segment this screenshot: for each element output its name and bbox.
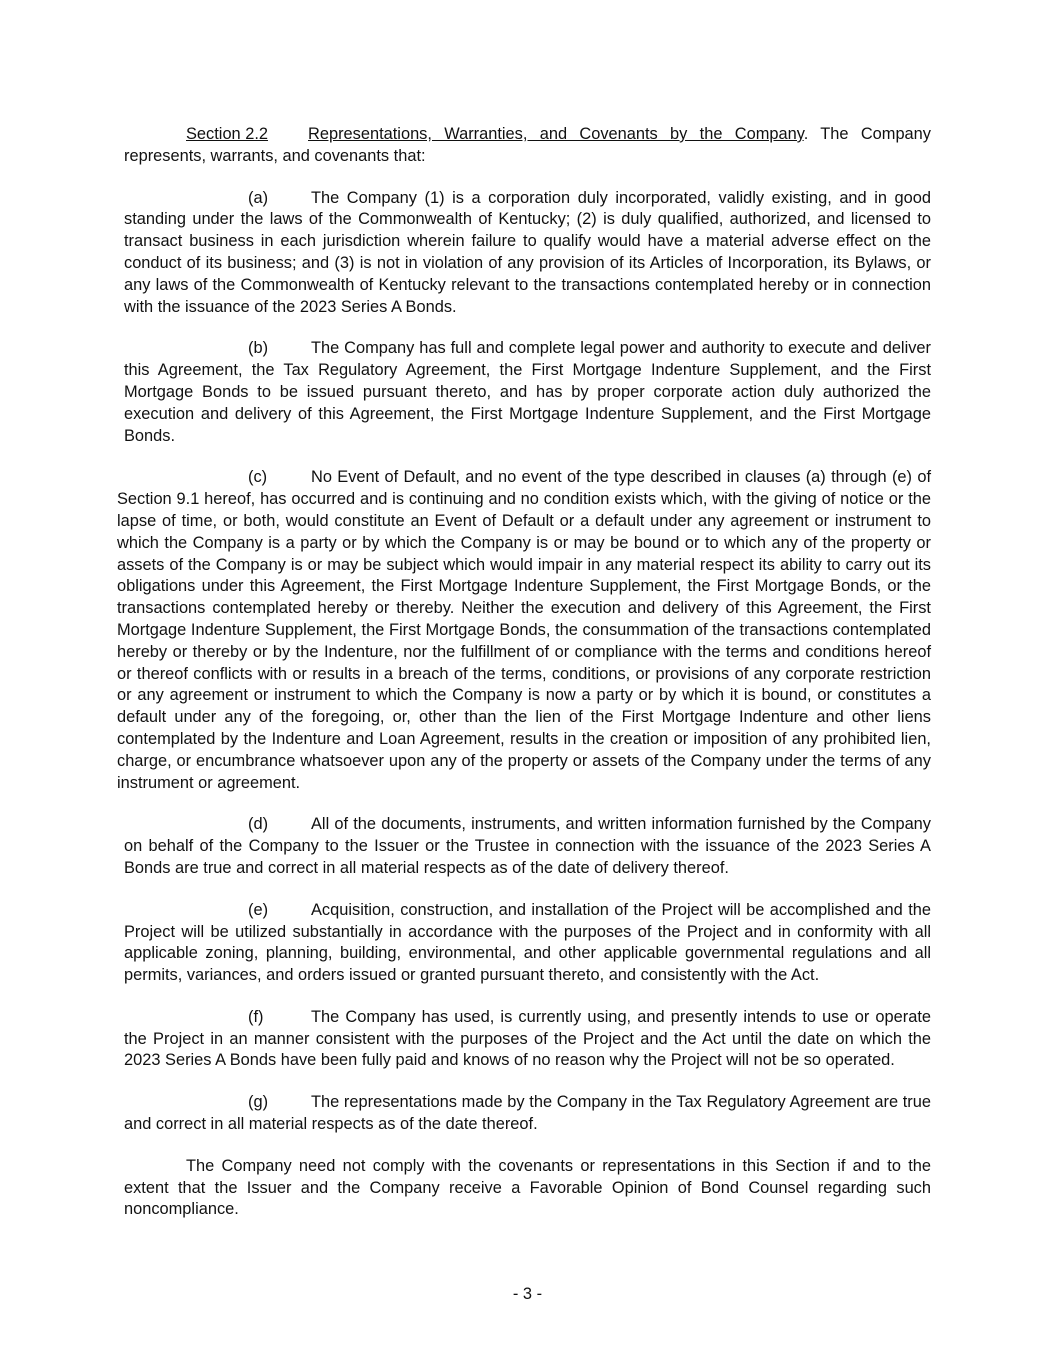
section-intro-lead: . The Company — [803, 125, 931, 143]
page-number: - 3 - — [512, 1285, 543, 1303]
clause-text: No Event of Default, and no event of the type described in clauses (a) through (e) of Section 9.1 hereof, has occurred and is continuing and no condition exists which, with the giving of notice or the lapse of time, or both, would constitute an Event of Default or a default under any agreement or instrument to which the Company is a party or by which the Company is or may be bound or to which any of the property or assets of the Company is or may be subject which would impair in any material respect its ability to carry out its obligations under this Agreement, the First Mortgage Indenture Supplement, the First Mortgage Bonds, or the transactions contemplated hereby or thereby. Neither the execution and delivery of this Agreement, the First Mortgage Indenture Supplement, the First Mortgage Bonds, the consummation of the transactions contemplated hereby or thereby or by the Indenture, nor the fulfillment of or compliance with the terms and conditions hereof or thereof conflicts with or results in a breach of the terms, conditions, or provisions of any corporate restriction or any agreement or instrument to which the Company is now a party or by which it is bound, or constitutes a default under any of the foregoing, or, other than the lien of the First Mortgage Indenture and other liens contemplated by the Indenture and Loan Agreement, results in the creation or imposition of any prohibited lien, charge, or encumbrance whatsoever upon any of the property or assets of the Company under the terms of any instrument or agreement. — [117, 468, 931, 792]
clause-f — [124, 1007, 931, 1072]
clause-g — [124, 1092, 931, 1136]
clause-a — [124, 188, 931, 319]
clause-label: (a) — [248, 188, 269, 207]
clause-d — [124, 814, 931, 879]
section-number: Section 2.2 — [186, 125, 269, 143]
section-heading-paragraph — [124, 124, 931, 168]
clause-label: (g) — [248, 1093, 269, 1112]
clause-b — [124, 338, 931, 447]
clause-text: The Company (1) is a corporation duly incorporated, validly existing, and in good standing under the laws of the Commonwealth of Kentucky; (2) is duly qualified, authorized, and licensed to transact business in each jurisdiction wherein failure to qualify would have a material adverse effect on the conduct of its business; and (3) is not in violation of any provision of its Articles of Incorporation, its Bylaws, or any laws of the Commonwealth of Kentucky relevant to the transactions contemplated hereby or in connection with the issuance of the 2023 Series A Bonds. — [124, 188, 931, 316]
closing-text: The Company need not comply with the covenants or representations in this Section if and to the extent that the Issuer and the Company receive a Favorable Opinion of Bond Counsel regarding such noncompliance. — [124, 1156, 931, 1219]
clause-label: (e) — [248, 900, 269, 919]
clause-label: (f) — [248, 1007, 264, 1026]
page-body — [117, 124, 931, 1241]
clause-text: Acquisition, construction, and installation of the Project will be accomplished and the Project will be utilized substantially in accordance with the purposes of the Project and in conformity with all applicable zoning, planning, building, environmental, and other applicable governmental regulations and all permits, variances, and orders issued or granted pursuant thereto, and consistently with the Act. — [124, 900, 931, 985]
clause-text: The Company has full and complete legal power and authority to execute and deliver this Agreement, the Tax Regulatory Agreement, the First Mortgage Indenture Supplement, and the First Mortgage Bonds to be issued pursuant thereto, and has by proper corporate action duly authorized the execution and delivery of this Agreement, the First Mortgage Indenture Supplement, and the First Mortgage Bonds. — [124, 339, 931, 445]
clause-c — [117, 467, 931, 794]
clause-text: The representations made by the Company in the Tax Regulatory Agreement are true and correct in all material respects as of the date thereof. — [124, 1093, 931, 1134]
clause-label: (c) — [248, 468, 268, 487]
section-intro-rest: represents, warrants, and covenants that: — [124, 146, 426, 165]
clause-e — [124, 900, 931, 987]
clause-text: The Company has used, is currently using, and presently intends to use or operate the Project in an manner consistent with the purposes of the Project and the Act until the date on which the 2023 Series A Bonds have been fully paid and knows of no reason why the Project will not be so operated. — [124, 1007, 931, 1070]
section-title: Representations, Warranties, and Covenants by the Company — [308, 125, 804, 143]
clause-label: (d) — [248, 815, 269, 834]
closing-paragraph — [124, 1156, 931, 1221]
clause-label: (b) — [248, 339, 269, 358]
clause-text: All of the documents, instruments, and written information furnished by the Company on behalf of the Company to the Issuer or the Trustee in connection with the issuance of the 2023 Series A Bonds are true and correct in all material respects as of the date of delivery thereof. — [124, 815, 931, 877]
